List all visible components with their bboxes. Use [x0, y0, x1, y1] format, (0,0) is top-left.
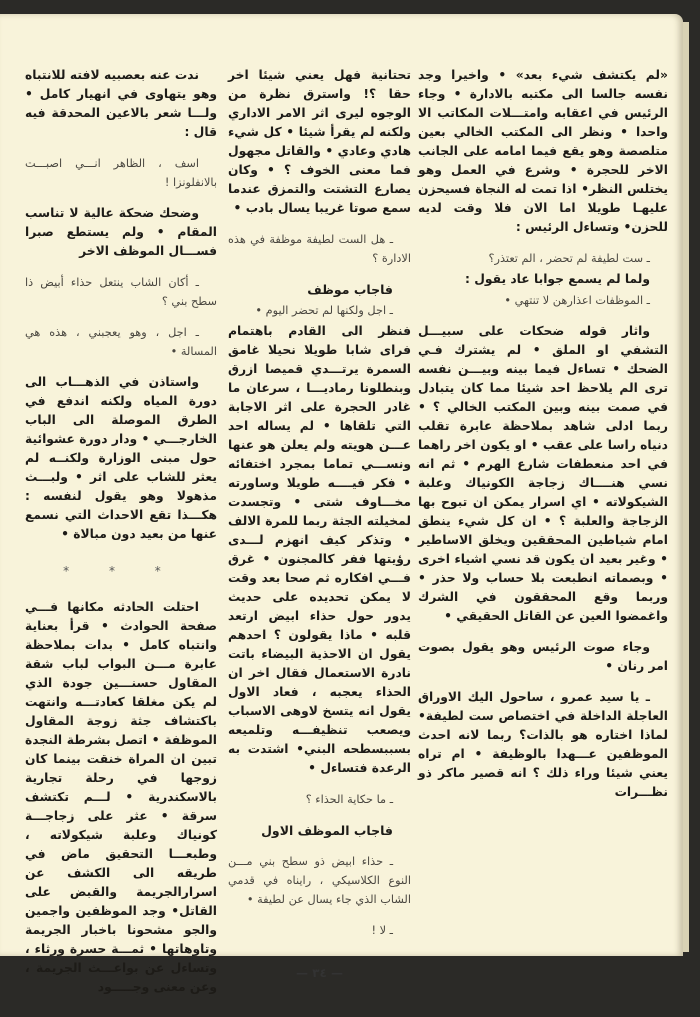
paragraph: احتلت الحادثه مكانها فـــي صفحة الحوادث • قرأ بعناية وانتباه كامل • بدات بملاحظة عابرة مـــن البواب لباب شقة المقاول حسنـــين جودة الذي لم يكن مغلقا كعادتـــه وانتهت باكتشاف جثة زوجة المقاول الموظفة • اتصل بشرطة النجدة تبين ان المراة خنقت بينما كان زوجها في رحلة تجارية بالاسكندرية • لـــم تكتشف سرقة • عثر على زجاجـــة كونياك وعلبة شيكولاته ، وطبعـــا التحقيق ماض في طريقه الى الكشف عن اسرارالجريمة والقبض على القاتل• وجد الموظفين واجمين والجو مشحونا باخبار الجريمة وتاوهاتها • ثمـــة حسرة ورثاء ، وتساءل عن بواعـــث الجريمة ، وعن معنى وجـــــود: [25, 600, 217, 994]
dialogue-line: ـ الموظفات اعذارهن لا تنتهي •: [504, 294, 650, 307]
right-column: [418, 66, 668, 822]
paragraph: واثار قوله ضحكات على سبيـــل التشفي او الملق • لم يشترك فـي الضحك • تساءل فيما بينه وبيـــن نفسه ترى الم يلاحظ احد شيئا مما كان يتبادل في صمت بينه وبين المكتب الخالي ؟ • ربما ادلى شاهد بملاحظة عابرة تقلب دنياه راسا على عقب • او يكون اخر راهما في احد منعطفات شارع الهرم • ثم انه نسي هنــــاك زجاجة الكونياك وعلبة الشيكولاته • اي اسرار يمكن ان تبوح بها الزجاجة والعلبة ؟ • ان كل شيء ينطق امام شياطين المحققين ويخلق الاساطير • وغير بعيد ان يكون قد نسي اشياء اخرى • وبصماته انطبعت بلا حساب ولا حذر • وربما وقع المحققون في الشرك واغمضوا العين عن القاتل الحقيقي •: [418, 324, 668, 623]
page-edge: [683, 22, 689, 952]
left-column: [25, 66, 217, 1017]
dialogue-line: ـ لا !: [371, 924, 393, 937]
paragraph: وضحك ضحكة عالية لا تناسب المقام • ولم يستطع صبرا فســـال الموظف الاخر: [25, 206, 217, 258]
dialogue-line: ـ اجل ولكنها لم تحضر اليوم •: [255, 304, 393, 317]
paragraph: تحتانية فهل يعني شيئا اخر حقا ؟! واسترق نظرة من الوجوه ليرى اثر الامر الاداري ولكنه لم يقرأ شيئا • كل شيء هادي وعادي • والقاتل مجهول فما معنى الخوف ؟ • وكان يصارع التشتت والتمزق عندما سمع صوتا غريبا يسال بادب •: [228, 68, 411, 215]
section-heading: فاجاب الموظف الاول: [261, 823, 393, 838]
dialogue-line: ـ اجل ، وهو يعجبني ، هذه هي المسالة •: [25, 326, 217, 358]
dialogue-line: ـ حذاء ابيض ذو سطح بني مـــن النوع الكلاسيكي ، رايناه في قدمي الشاب الذي جاء يسال عن لطيفة •: [228, 855, 411, 906]
paragraph: ولما لم يسمع جوابا عاد يقول :: [465, 272, 650, 286]
paragraph: فنظر الى القادم باهتمام فراى شابا طويلا نحيلا غامق السمرة يرتـــدي قميصا ازرق وبنطلونا رماديـــا ، سرعان ما غادر الحجرة على اثر الاجابة التي تلقاها • لم يساله احد عـــن هويته ولم يعلن هو عنها ونســـي تماما بمجرد اختفائه • فكر فيــــه طويلا وساورته مخـــاوف شتى • وتجسدت لمخيلته الجثة ربما للمرة الالف • وتذكر كيف انهزم لـــدى رؤيتها ففر كالمجنون • غرق فـــي افكاره ثم صحا بعد وقت لا يمكن تحديده على حديث يدور حول حذاء ابيض ارتعد قلبه • ماذا يقولون ؟ احدهم يقول ان الاحذية البيضاء باتت نادرة الاستعمال فقال اخر ان الحذاء يعجبه ، فعاد الاول يقول انه يتسخ لاوهى الاسباب ويصعب تنظيفـــه وتلميعه بسببسطحه البني• اشتدت به الرعدة فتساءل •: [228, 324, 411, 775]
paragraph: «لم يكتشف شيء بعد» • واخيرا وجد نفسه جالسا الى مكتبه بالادارة • وجاء الرئيس في اعقابه وامتـــلات المكاتب الا واحدا • ونظر الى المكتب الخالي بعين متلصصة وهو يقع فيما امامه على الجانب الاخر للحجرة • وشرع في العمل وهو يختلس النظر• اذا تمت له النجاة فسيحزن عليهـا طويلا اما الان فلا وقت لديه للحزن• وتساءل الرئيس :: [418, 68, 668, 234]
section-divider: * * *: [63, 564, 179, 578]
dialogue-line: ـ أكان الشاب ينتعل حذاء أبيض ذا سطح بني ؟: [25, 276, 217, 308]
page-number: — ٣٤ —: [295, 966, 344, 980]
middle-column: [228, 66, 411, 1000]
paragraph: وجاء صوت الرئيس وهو يقول بصوت امر رنان •: [418, 640, 668, 673]
dialogue-line: ـ ست لطيفة لم تحضر ، الم تعتذر؟: [488, 252, 650, 265]
dialogue-line: ـ ما حكاية الحذاء ؟: [305, 793, 393, 806]
dialogue-line: ـ هل الست لطيفة موظفة في هذه الادارة ؟: [228, 233, 411, 265]
paragraph: واستاذن في الذهـــاب الى دورة المياه ولكنه اندفع في الطرق الموصلة الى الباب الخارجـــي • ودار دورة عشوائية حول مبنى الوزارة ولكنــه لم يعثر للشاب على اثر • ولبـــث مذهولا وهو يقول لنفسه : هكـــذا تقع الاحداث التي نسمع عنها من بعيد دون مبالاة •: [25, 375, 217, 541]
paragraph: ندت عنه بعصبيه لافته للانتباه وهو يتهاوى في انهيار كامل • ولـــا شعر بالاعين المحدقة فيه قال :: [25, 68, 217, 139]
dialogue-line: اسف ، الظاهر انـــي اصبـــت بالانفلونزا !: [25, 157, 217, 189]
paragraph: ـ يا سيد عمرو ، ساحول اليك الاوراق العاجلة الداخلة في اختصاص ست لطيفة• لماذا اختاره هو بالذات؟ ربما لانه احدث الموظفين عـــهدا بالوظيفة • ام تراه يعني شيئا وراء ذلك ؟ انه قصير ماكر ذو نظـــرات: [418, 690, 668, 799]
section-heading: فاجاب موظف: [307, 282, 393, 297]
